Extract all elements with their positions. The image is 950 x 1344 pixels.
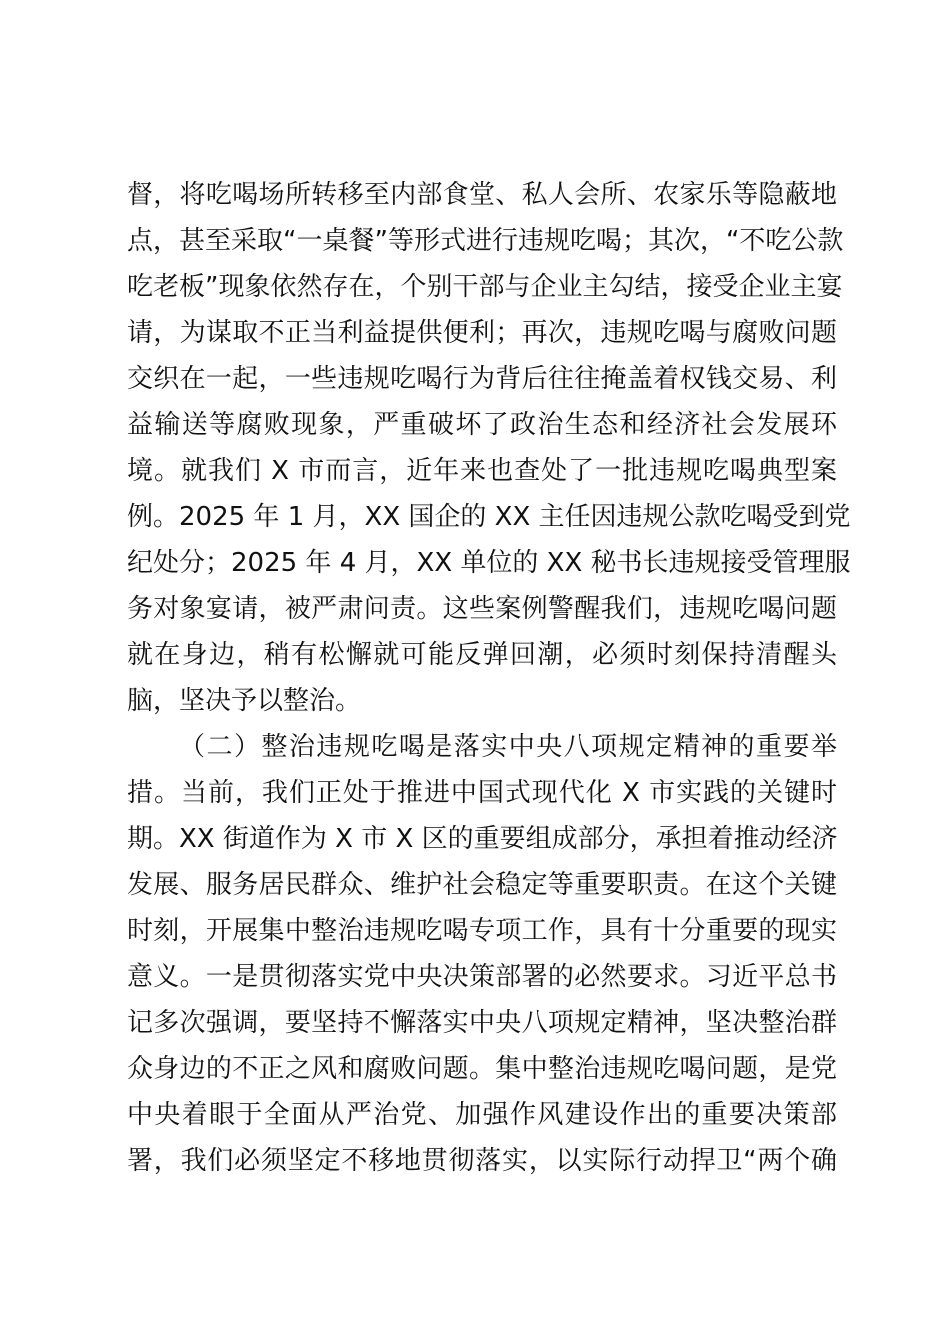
text-line: 中央着眼于全面从严治党、加强作风建设作出的重要决策部 xyxy=(127,1100,837,1130)
text-line: 点，甚至采取“一桌餐”等形式进行违规吃喝；其次，“不吃公款 xyxy=(127,226,844,256)
text-line: 就在身边，稍有松懈就可能反弹回潮，必须时刻保持清醒头 xyxy=(127,640,837,670)
text-line: 期。XX 街道作为 X 市 X 区的重要组成部分，承担着推动经济 xyxy=(127,824,838,854)
section-heading-line: （二）整治违规吃喝是落实中央八项规定精神的重要举 xyxy=(179,732,837,762)
text-line: 脑，坚决予以整治。 xyxy=(127,686,362,716)
text-line: 境。就我们 X 市而言，近年来也查处了一批违规吃喝典型案 xyxy=(127,456,837,486)
text-line: 意义。一是贯彻落实党中央决策部署的必然要求。习近平总书 xyxy=(127,962,837,992)
text-line: 请，为谋取不正当利益提供便利；再次，违规吃喝与腐败问题 xyxy=(127,318,837,348)
text-line: 例。2025 年 1 月，XX 国企的 XX 主任因违规公款吃喝受到党 xyxy=(127,502,851,532)
text-line: 署，我们必须坚定不移地贯彻落实，以实际行动捍卫“两个确 xyxy=(127,1146,837,1176)
text-line: 记多次强调，要坚持不懈落实中央八项规定精神，坚决整治群 xyxy=(127,1008,837,1038)
text-line: 发展、服务居民群众、维护社会稳定等重要职责。在这个关键 xyxy=(127,870,837,900)
text-line: 务对象宴请，被严肃问责。这些案例警醒我们，违规吃喝问题 xyxy=(127,594,837,624)
text-line: 措。当前，我们正处于推进中国式现代化 X 市实践的关键时 xyxy=(127,778,837,808)
text-line: 督，将吃喝场所转移至内部食堂、私人会所、农家乐等隐蔽地 xyxy=(127,180,837,210)
text-line: 益输送等腐败现象，严重破坏了政治生态和经济社会发展环 xyxy=(127,410,837,440)
text-line: 交织在一起，一些违规吃喝行为背后往往掩盖着权钱交易、利 xyxy=(127,364,837,394)
text-line: 纪处分；2025 年 4 月，XX 单位的 XX 秘书长违规接受管理服 xyxy=(127,548,851,578)
text-line: 吃老板”现象依然存在，个别干部与企业主勾结，接受企业主宴 xyxy=(127,272,843,302)
text-line: 时刻，开展集中整治违规吃喝专项工作，具有十分重要的现实 xyxy=(127,916,837,946)
text-line: 众身边的不正之风和腐败问题。集中整治违规吃喝问题，是党 xyxy=(127,1054,837,1084)
